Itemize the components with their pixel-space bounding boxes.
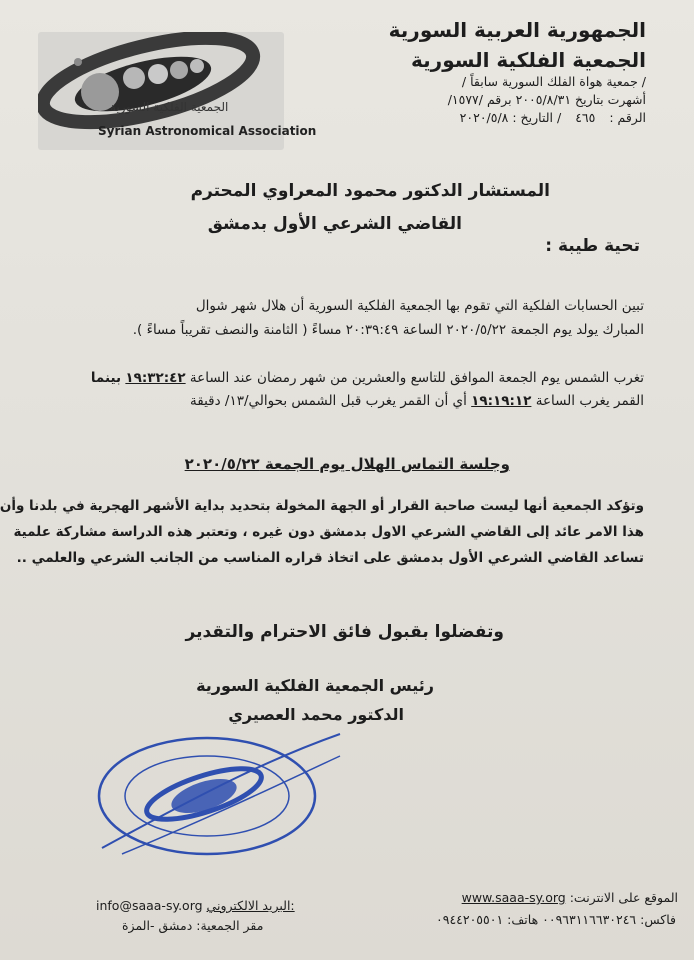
paragraph1-line1: تبين الحسابات الفلكية التي تقوم بها الجمعية الفلكية السورية أن هلال شهر شوال — [195, 298, 644, 314]
moonset-difference: أي أن القمر يغرب قبل الشمس بحوالي/١٣/ دقيقة — [190, 393, 467, 409]
signature-title: رئيس الجمعية الفلكية السورية — [196, 676, 434, 695]
addressee-line1: المستشار الدكتور محمود المعراوي المحترم — [190, 181, 550, 201]
number-value: ٤٦٥ — [575, 110, 596, 125]
website-label: الموقع على الانترنت: — [569, 890, 678, 905]
number-label: الرقم : — [609, 110, 646, 125]
paragraph3-line1: وتؤكد الجمعية أنها ليست صاحبة القرار أو الجهة المخولة بتحديد بداية الأشهر الهجرية في بلدنا وأن — [0, 498, 644, 514]
paragraph1-line2: المبارك يولد يوم الجمعة ٢٠٢٠/٥/٢٢ الساعة ٢٠:٣٩:٤٩ مساءً ( الثامنة والنصف تقريباً مساءً ). — [132, 322, 644, 338]
header-former-name: / جمعية هواة الفلك السورية سابقاً / — [461, 74, 646, 89]
session-title: وجلسة التماس الهلال يوم الجمعة ٢٠٢٠/٥/٢٢ — [184, 455, 510, 473]
sunset-time: ١٩:٣٢:٤٢ — [125, 370, 186, 386]
moonset-text: القمر يغرب الساعة — [535, 393, 644, 409]
greeting: تحية طيبة : — [545, 236, 640, 256]
paragraph3-line2: هذا الامر عائد إلى القاضي الشرعي الاول بدمشق دون غيره ، وتعتبر هذه الدراسة مشاركة علمية — [13, 524, 644, 540]
date-label: / التاريخ : — [512, 110, 562, 125]
email-label: :البريد الالكتروني — [206, 898, 295, 913]
header-reference — [460, 110, 646, 125]
paragraph2-line2 — [34, 393, 644, 409]
website-link[interactable]: www.saaa-sy.org — [461, 890, 566, 905]
footer-email — [96, 898, 295, 913]
header-registration: أشهرت بتاريخ ٢٠٠٥/٨/٣١ برقم /١٥٧٧/ — [447, 92, 646, 107]
logo-arabic-name: الجمعية الفلكية السورية — [110, 100, 229, 114]
paragraph2-line1 — [34, 370, 644, 386]
logo-english-name: Syrian Astronomical Association — [98, 124, 317, 138]
moonset-time: ١٩:١٩:١٢ — [471, 393, 532, 409]
signature-name: الدكتور محمد العصيري — [228, 705, 404, 724]
date-value: ٢٠٢٠/٥/٨ — [459, 110, 509, 125]
whereas-text: بينما — [90, 370, 122, 386]
stamp-icon — [92, 728, 342, 860]
paragraph3-line3: تساعد القاضي الشرعي الأول بدمشق على اتخاذ قراره المناسب من الجانب الشرعي والعلمي .. — [16, 550, 644, 566]
sunset-text: تغرب الشمس يوم الجمعة الموافق للتاسع والعشرين من شهر رمضان عند الساعة — [189, 370, 644, 386]
header-association: الجمعية الفلكية السورية — [411, 48, 646, 72]
footer-website — [462, 890, 678, 905]
footer-hq: مقر الجمعية: دمشق -المزة — [122, 918, 264, 933]
email-link[interactable]: info@saaa-sy.org — [96, 898, 203, 913]
official-stamp — [92, 728, 342, 860]
footer-contacts: فاكس: ٠٠٩٦٣١١٦٦٣٠٢٤٦ هاتف: ٠٩٤٤٢٠٥٥٠١ — [436, 912, 676, 927]
addressee-line2: القاضي الشرعي الأول بدمشق — [207, 214, 462, 234]
header-country: الجمهورية العربية السورية — [388, 18, 646, 42]
closing-line: وتفضلوا بقبول فائق الاحترام والتقدير — [185, 622, 504, 642]
